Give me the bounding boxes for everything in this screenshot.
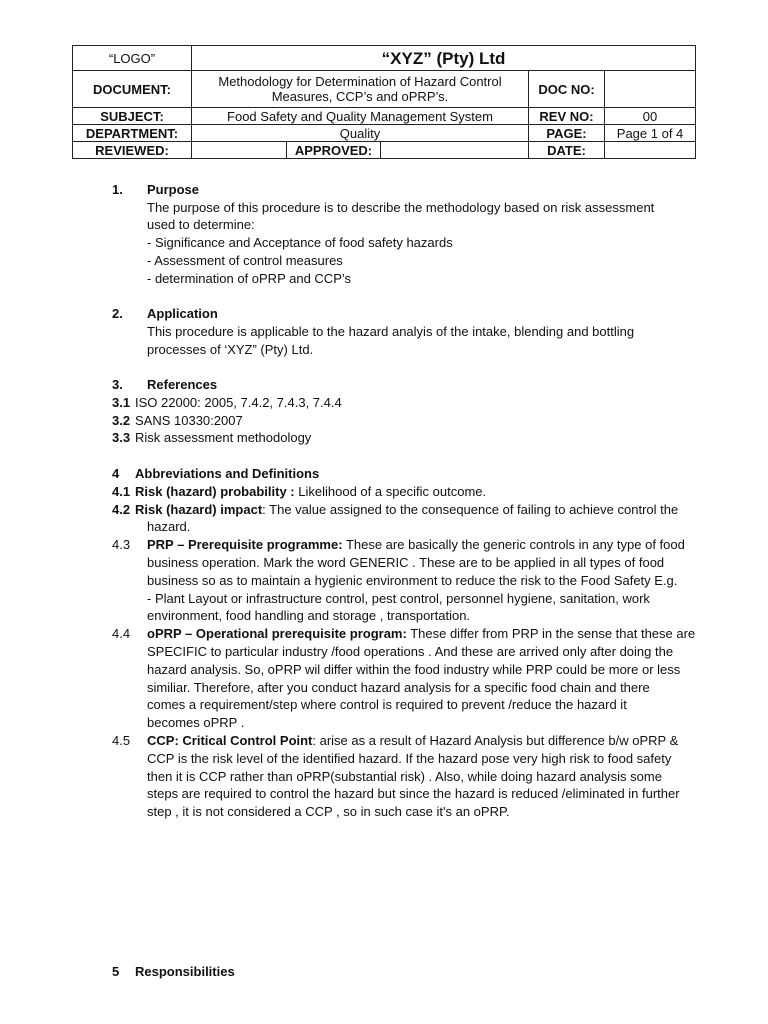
date-label: DATE:: [529, 142, 605, 159]
logo-placeholder: “LOGO”: [73, 46, 192, 71]
reference-number: 3.1: [112, 395, 131, 410]
company-name: “XYZ” (Pty) Ltd: [192, 46, 696, 71]
rev-no-label: REV NO:: [529, 108, 605, 125]
definition-term: Risk (hazard) impact: [135, 502, 263, 517]
approved-value: [381, 142, 529, 159]
subject-value: Food Safety and Quality Management System: [192, 108, 529, 125]
paragraph-line: business so as to maintain a hygienic environment to reduce the risk to the Food Safety E.g.: [147, 573, 678, 588]
section-title-references: References: [147, 377, 218, 392]
document-value: Methodology for Determination of Hazard Control Measures, CCP’s and oPRP’s.: [192, 71, 529, 108]
paragraph-line: then it is CCP rather than oPRP(substantial risk) . Also, while doing hazard analysis some: [147, 769, 662, 784]
section-title-abbreviations: Abbreviations and Definitions: [135, 466, 320, 481]
definition-number: 4.1: [112, 484, 131, 499]
paragraph-line: steps are required to control the hazard but since the hazard is reduced /eliminated in further: [147, 786, 680, 801]
paragraph-line: comes a requirement/step where control is required to prevent /reduce the hazard it: [147, 697, 627, 712]
page-label: PAGE:: [529, 125, 605, 142]
definition-text: These differ from PRP in the sense that these are: [406, 626, 696, 641]
section-title-application: Application: [147, 306, 218, 321]
definition-number: 4.2: [112, 502, 131, 517]
paragraph-line: business operation. Mark the word GENERIC . These are to be applied in all types of food: [147, 555, 665, 570]
definition-term: CCP: Critical Control Point: [147, 733, 313, 748]
department-value: Quality: [192, 125, 529, 142]
paragraph-line: hazard analysis. So, oPRP wil differ within the food industry while PRP could be more or less: [147, 662, 681, 677]
doc-no-value: [605, 71, 696, 108]
reference-text: Risk assessment methodology: [135, 430, 312, 445]
paragraph-line: step , it is not considered a CCP , so in such case it's an oPRP.: [147, 804, 510, 819]
section-title-responsibilities: Responsibilities: [135, 964, 235, 979]
definition-4-5: [147, 732, 678, 750]
rev-no-value: 00: [605, 108, 696, 125]
definition-text: : arise as a result of Hazard Analysis but difference b/w oPRP &: [312, 733, 679, 748]
paragraph-line: This procedure is applicable to the hazard analyis of the intake, blending and bottling: [147, 324, 635, 339]
doc-no-label: DOC NO:: [529, 71, 605, 108]
definition-4-4: [147, 625, 695, 643]
definition-4-1: [135, 483, 486, 501]
definition-text: : The value assigned to the consequence of failing to achieve control the: [262, 502, 679, 517]
paragraph-line: used to determine:: [147, 217, 255, 232]
subject-label: SUBJECT:: [73, 108, 192, 125]
paragraph-line: The purpose of this procedure is to describe the methodology based on risk assessment: [147, 200, 655, 215]
document-header-table: [72, 45, 696, 159]
definition-number: 4.4: [112, 626, 131, 641]
section-number-application: 2.: [112, 306, 123, 321]
reviewed-label: REVIEWED:: [73, 142, 192, 159]
paragraph-line: environment, food handling and storage , transportation.: [147, 608, 471, 623]
paragraph-line: similiar. Therefore, after you conduct hazard analysis for a specific food chain and there: [147, 680, 650, 695]
reference-number: 3.3: [112, 430, 131, 445]
definition-term: Risk (hazard) probability :: [135, 484, 295, 499]
definition-text: These are basically the generic controls in any type of food: [342, 537, 685, 552]
paragraph-line: CCP is the risk level of the identified hazard. If the hazard pose very high risk to food safety: [147, 751, 672, 766]
section-number-purpose: 1.: [112, 182, 123, 197]
paragraph-line: processes of ‘XYZ” (Pty) Ltd.: [147, 342, 314, 357]
list-item: - Assessment of control measures: [147, 253, 343, 268]
paragraph-line: hazard.: [147, 519, 191, 534]
section-number-references: 3.: [112, 377, 123, 392]
section-number-abbreviations: 4: [112, 466, 120, 481]
reference-text: SANS 10330:2007: [135, 413, 243, 428]
definition-text: Likelihood of a specific outcome.: [294, 484, 487, 499]
approved-label: APPROVED:: [287, 142, 381, 159]
section-number-responsibilities: 5: [112, 964, 120, 979]
list-item: - determination of oPRP and CCP’s: [147, 271, 352, 286]
definition-term: oPRP – Operational prerequisite program:: [147, 626, 407, 641]
paragraph-line: - Plant Layout or infrastructure control, pest control, personnel hygiene, sanitation, work: [147, 591, 650, 606]
list-item: - Significance and Acceptance of food safety hazards: [147, 235, 453, 250]
department-label: DEPARTMENT:: [73, 125, 192, 142]
section-title-purpose: Purpose: [147, 182, 200, 197]
definition-4-3: [147, 536, 685, 554]
reviewed-value: [192, 142, 287, 159]
paragraph-line: becomes oPRP .: [147, 715, 245, 730]
reference-text: ISO 22000: 2005, 7.4.2, 7.4.3, 7.4.4: [135, 395, 342, 410]
paragraph-line: SPECIFIC to particular industry /food operations . And these are arrived only after doing the: [147, 644, 674, 659]
definition-number: 4.5: [112, 733, 131, 748]
definition-term: PRP – Prerequisite programme:: [147, 537, 343, 552]
date-value: [605, 142, 696, 159]
document-label: DOCUMENT:: [73, 71, 192, 108]
reference-number: 3.2: [112, 413, 131, 428]
definition-4-2: [135, 501, 678, 519]
definition-number: 4.3: [112, 537, 131, 552]
page-value: Page 1 of 4: [605, 125, 696, 142]
